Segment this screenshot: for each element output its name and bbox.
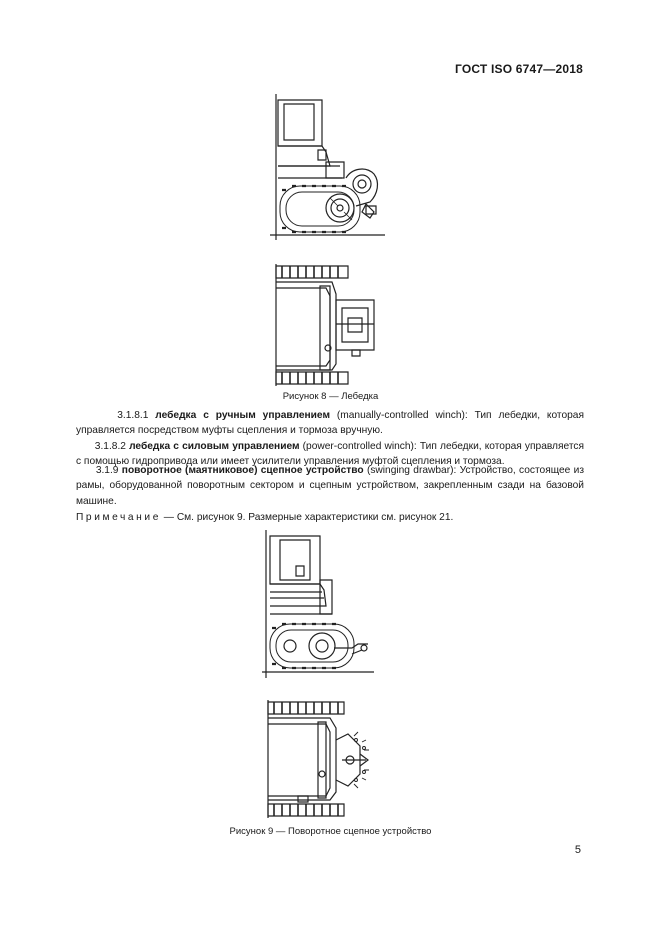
note-label: Примечание [76, 512, 161, 523]
clause-number: 3.1.8.1 [117, 410, 149, 421]
clause-number: 3.1.9 [95, 465, 119, 476]
figure-9-side-view [262, 530, 374, 678]
note [76, 512, 453, 523]
definition: (manually-controlled winch): Тип лебедки, которая управляется посредством муфты сцепления и тормоза вручную. [76, 410, 584, 437]
term: лебедка с ручным управлением [155, 410, 330, 421]
clause-number: 3.1.8.2 [94, 441, 126, 452]
note-text: — См. рисунок 9. Размерные характеристики см. рисунок 21. [160, 512, 454, 523]
term: лебедка с силовым управлением [129, 441, 300, 452]
term: поворотное (маятниковое) сцепное устройство [121, 465, 364, 476]
figure-8-side-view [270, 94, 385, 240]
definition: (power-controlled winch): Тип лебедки, которая управляется с помощью гидропривода или имеет усилители управления муфтой сцепления и тормоза. [76, 441, 585, 468]
paragraph-3-1-9 [76, 463, 584, 509]
figure-8-caption: Рисунок 8 — Лебедка [282, 391, 379, 402]
figure-9-caption: Рисунок 9 — Поворотное сцепное устройство [229, 826, 432, 837]
definition: (swinging drawbar): Устройство, состоящее из рамы, оборудованной поворотным сектором и сцепным устройством, закрепленным сзади на базовой машине. [76, 465, 584, 507]
page-number: 5 [574, 844, 581, 856]
document-header: ГОСТ ISO 6747—2018 [454, 62, 583, 76]
figure-9-top-view [264, 700, 376, 818]
figure-8-top-view [272, 264, 384, 386]
paragraph-3-1-8-1 [76, 408, 584, 439]
